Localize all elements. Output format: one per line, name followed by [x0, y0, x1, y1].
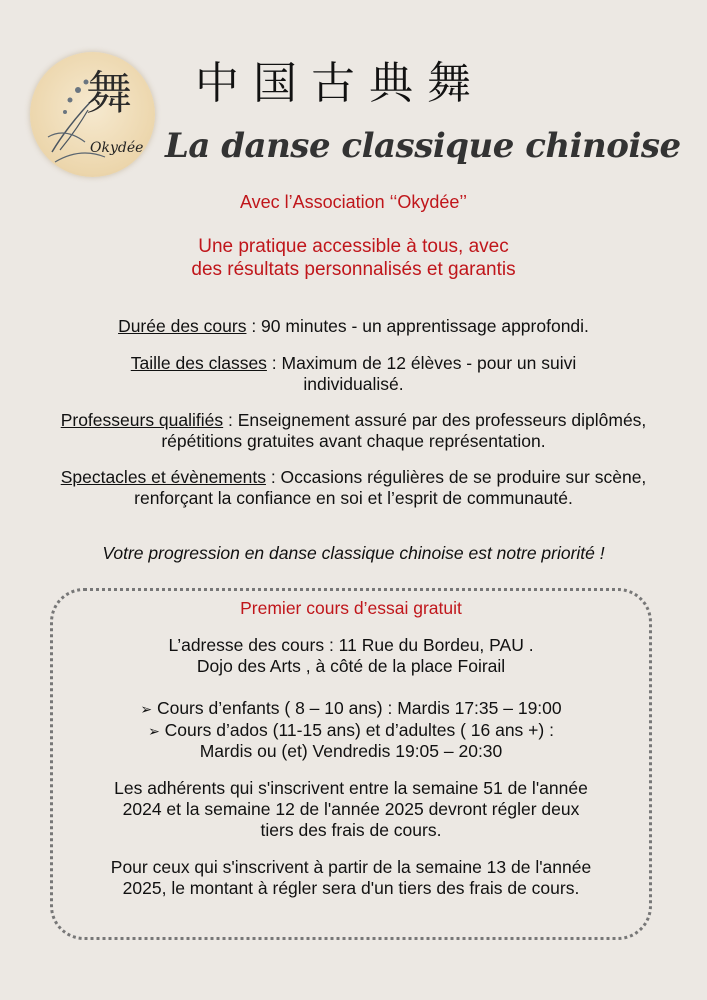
- address-line-2: Dojo des Arts , à côté de la place Foirail: [196, 656, 506, 676]
- title-chinese: 中国古典舞: [195, 58, 485, 109]
- title-french: La danse classique chinoise: [165, 126, 681, 166]
- feature-label: Durée des cours: [118, 316, 247, 336]
- note-1-line-3: tiers des frais de cours.: [260, 820, 442, 840]
- tagline-line-1: Une pratique accessible à tous, avec: [198, 236, 509, 257]
- note-1-line-1: Les adhérents qui s'inscrivent entre la semaine 51 de l'année: [114, 778, 588, 798]
- feature-text: : Enseignement assuré par des professeurs diplômés, répétitions gratuites avant chaque représentation.: [161, 410, 647, 451]
- note-2-line-1: Pour ceux qui s'inscrivent à partir de la semaine 13 de l'année: [110, 857, 592, 877]
- feature-shows: [40, 467, 667, 509]
- bullet-arrow-icon: ➢: [148, 724, 160, 740]
- feature-text: : Occasions régulières de se produire sur scène, renforçant la confiance en soi et l’esprit de communauté.: [134, 467, 647, 508]
- closing-statement: Votre progression en danse classique chinoise est notre priorité !: [102, 543, 605, 563]
- schedule-children: [50, 698, 652, 721]
- feature-class-size: [40, 353, 667, 395]
- schedule-text: Cours d’ados (11-15 ans) et d’adultes ( 16 ans +) :: [164, 720, 554, 740]
- feature-text: : Maximum de 12 élèves - pour un suivi individualisé.: [266, 353, 577, 394]
- okydee-logo: [30, 52, 155, 177]
- feature-label: Spectacles et évènements: [60, 467, 266, 487]
- schedule-text: Cours d’enfants ( 8 – 10 ans) : Mardis 17:35 – 19:00: [156, 698, 562, 718]
- tagline: [0, 235, 707, 281]
- note-1-line-2: 2024 et la semaine 12 de l'année 2025 devront régler deux: [122, 799, 580, 819]
- bullet-arrow-icon: ➢: [140, 702, 153, 718]
- feature-duration: [40, 316, 667, 337]
- feature-teachers: [40, 410, 667, 452]
- box-title: Premier cours d’essai gratuit: [240, 598, 462, 618]
- association-line: Avec l’Association ‘‘Okydée’’: [239, 192, 468, 212]
- feature-label: Professeurs qualifiés: [60, 410, 224, 430]
- tagline-line-2: des résultats personnalisés et garantis: [191, 259, 516, 280]
- schedule-teens-adults-days: Mardis ou (et) Vendredis 19:05 – 20:30: [199, 741, 503, 761]
- schedule-teens-adults: [50, 720, 652, 743]
- feature-text: : 90 minutes - un apprentissage approfondi.: [246, 316, 589, 336]
- feature-label: Taille des classes: [130, 353, 267, 373]
- logo-text: Okydée: [90, 140, 144, 156]
- logo-character: 舞: [86, 66, 132, 120]
- address-line-1: L’adresse des cours : 11 Rue du Bordeu, PAU .: [168, 635, 534, 655]
- note-2-line-2: 2025, le montant à régler sera d'un tiers des frais de cours.: [122, 878, 580, 898]
